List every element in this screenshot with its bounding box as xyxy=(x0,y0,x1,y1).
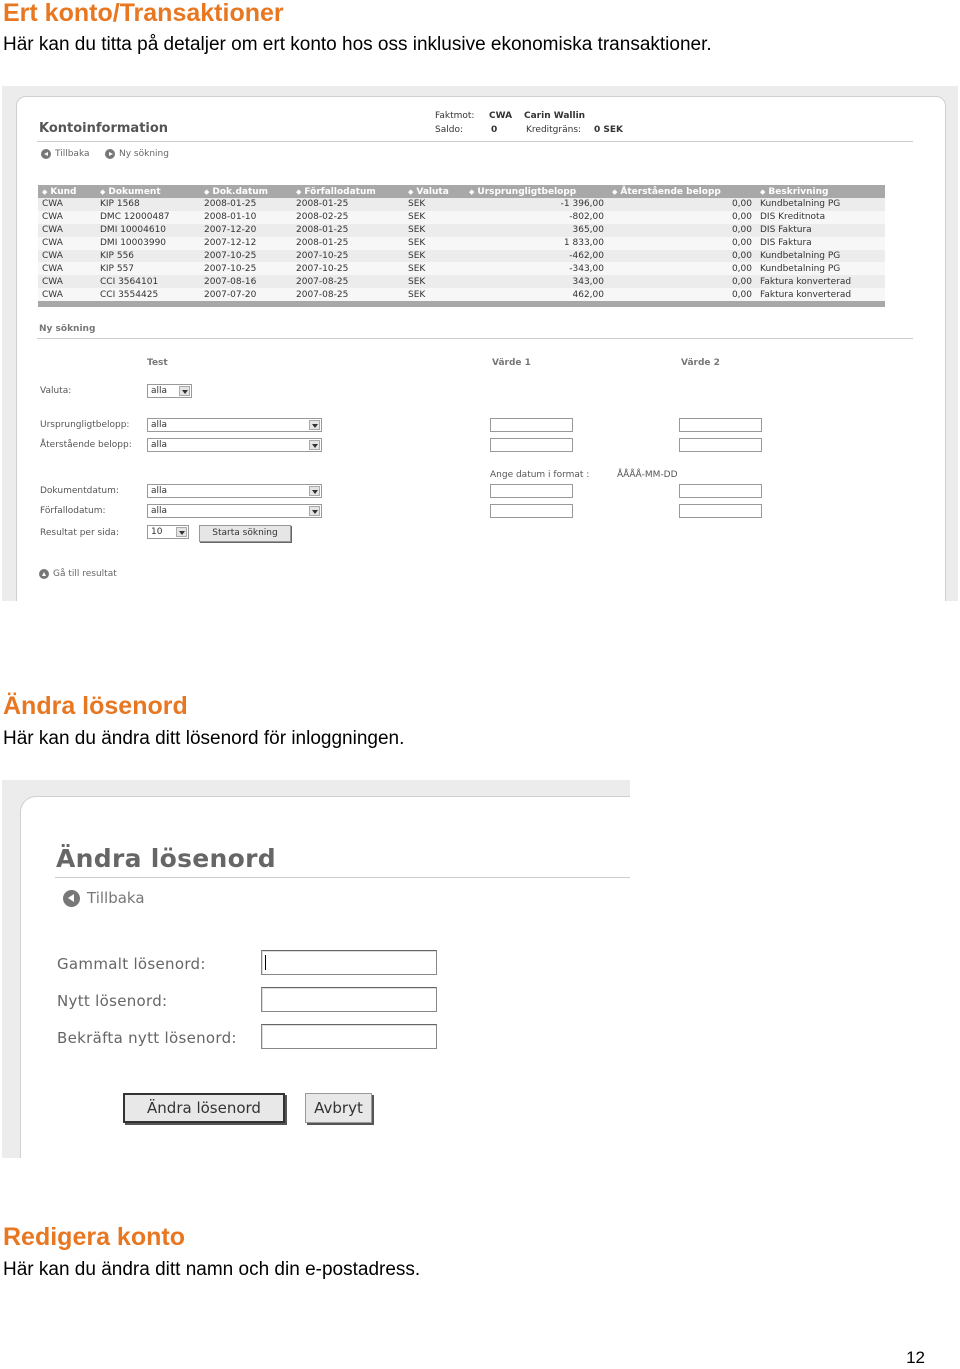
forfallodatum-value1-input[interactable] xyxy=(490,504,573,518)
table-cell: -1 396,00 xyxy=(465,198,608,211)
change-password-button[interactable]: Ändra lösenord xyxy=(123,1093,285,1123)
table-cell: 462,00 xyxy=(465,288,608,301)
table-row xyxy=(38,224,885,237)
password-title: Ändra lösenord xyxy=(56,844,276,873)
table-cell: 343,00 xyxy=(465,275,608,288)
ursprungligt-value2-input[interactable] xyxy=(679,418,762,432)
kreditgrans-value: 0 SEK xyxy=(594,125,623,135)
table-cell: 1 833,00 xyxy=(465,237,608,250)
faktmot-code: CWA xyxy=(489,111,513,121)
table-cell: DIS Kreditnota xyxy=(756,211,885,224)
dokumentdatum-value1-input[interactable] xyxy=(490,484,573,498)
divider xyxy=(55,877,630,878)
table-cell: CWA xyxy=(38,262,96,275)
forward-arrow-icon xyxy=(105,149,115,159)
table-row xyxy=(38,275,885,288)
table-cell: SEK xyxy=(404,237,465,250)
table-cell: 2007-08-25 xyxy=(292,275,404,288)
aterstaende-value2-input[interactable] xyxy=(679,438,762,452)
table-cell: -802,00 xyxy=(465,211,608,224)
table-row xyxy=(38,198,885,211)
kreditgrans-label: Kreditgräns: xyxy=(526,125,582,135)
forfallodatum-select[interactable]: alla xyxy=(147,504,322,518)
table-cell: SEK xyxy=(404,198,465,211)
section-title-edit-account: Redigera konto xyxy=(3,1223,185,1251)
table-cell: -343,00 xyxy=(465,262,608,275)
account-panel xyxy=(16,96,946,601)
table-cell: 2007-10-25 xyxy=(200,250,292,263)
table-cell: CWA xyxy=(38,198,96,211)
table-row xyxy=(38,237,885,250)
old-password-input[interactable] xyxy=(261,950,437,975)
column-header-dokument[interactable]: ◆ Dokument xyxy=(96,185,200,198)
table-cell: CWA xyxy=(38,211,96,224)
table-cell: 2008-01-25 xyxy=(292,224,404,237)
section-description-account: Här kan du titta på detaljer om ert konto hos oss inklusive ekonomiska transaktioner. xyxy=(3,34,712,55)
divider xyxy=(37,141,913,142)
table-cell: DIS Faktura xyxy=(756,237,885,250)
password-screenshot xyxy=(2,780,630,1158)
section-title-account: Ert konto/Transaktioner xyxy=(3,0,284,27)
table-cell: 2008-01-25 xyxy=(292,237,404,250)
back-arrow-icon xyxy=(63,890,80,907)
start-search-button[interactable]: Starta sökning xyxy=(199,525,291,542)
confirm-password-label: Bekräfta nytt lösenord: xyxy=(57,1029,237,1047)
account-title: Kontoinformation xyxy=(39,121,169,136)
sort-icon: ◆ xyxy=(612,187,618,196)
table-cell: CWA xyxy=(38,237,96,250)
table-body xyxy=(38,198,885,301)
saldo-label: Saldo: xyxy=(435,125,463,135)
table-cell: Kundbetalning PG xyxy=(756,262,885,275)
new-search-link[interactable] xyxy=(105,149,169,159)
table-cell: Kundbetalning PG xyxy=(756,250,885,263)
saldo-value: 0 xyxy=(491,125,498,135)
table-cell: 0,00 xyxy=(608,224,756,237)
back-link-label: Tillbaka xyxy=(55,149,90,159)
sort-icon: ◆ xyxy=(760,187,766,196)
section-title-password: Ändra lösenord xyxy=(3,692,188,720)
table-cell: 2007-10-25 xyxy=(200,262,292,275)
table-cell: 2008-02-25 xyxy=(292,211,404,224)
date-format-value: ÅÅÅÅ-MM-DD xyxy=(617,470,678,480)
valuta-select[interactable]: alla xyxy=(147,384,192,398)
column-header-kund[interactable]: ◆ Kund xyxy=(38,185,96,198)
resultat-label: Resultat per sida: xyxy=(40,528,119,538)
chevron-down-icon xyxy=(309,420,320,430)
sort-icon: ◆ xyxy=(408,187,414,196)
table-cell: Faktura konverterad xyxy=(756,275,885,288)
go-to-results-label: Gå till resultat xyxy=(53,569,117,579)
table-cell: SEK xyxy=(404,211,465,224)
new-search-heading: Ny sökning xyxy=(39,324,96,334)
table-cell: 0,00 xyxy=(608,237,756,250)
account-screenshot xyxy=(2,86,958,601)
chevron-down-icon xyxy=(309,486,320,496)
up-arrow-icon xyxy=(39,569,49,579)
table-row xyxy=(38,250,885,263)
table-row xyxy=(38,211,885,224)
chevron-down-icon xyxy=(309,506,320,516)
value1-column-heading: Värde 1 xyxy=(492,358,531,368)
test-column-heading: Test xyxy=(147,358,168,368)
password-back-link[interactable] xyxy=(63,889,145,907)
column-header-forfallodatum[interactable]: ◆ Förfallodatum xyxy=(292,185,404,198)
ursprungligt-select[interactable]: alla xyxy=(147,418,322,432)
column-header-ursprungligtbelopp[interactable]: ◆ Ursprungligtbelopp xyxy=(465,185,608,198)
sort-icon: ◆ xyxy=(100,187,106,196)
table-cell: KIP 556 xyxy=(96,250,200,263)
table-cell: CWA xyxy=(38,288,96,301)
date-format-label: Ange datum i format : xyxy=(490,470,590,480)
new-password-input[interactable] xyxy=(261,987,437,1012)
column-header-beskrivning[interactable]: ◆ Beskrivning xyxy=(756,185,885,198)
table-cell: CWA xyxy=(38,224,96,237)
old-password-label: Gammalt lösenord: xyxy=(57,955,206,973)
table-cell: DMI 10004610 xyxy=(96,224,200,237)
divider xyxy=(37,338,913,339)
cancel-button[interactable]: Avbryt xyxy=(305,1093,372,1123)
dokumentdatum-label: Dokumentdatum: xyxy=(40,486,119,496)
ursprungligt-label: Ursprungligtbelopp: xyxy=(40,420,130,430)
faktmot-label: Faktmot: xyxy=(435,111,475,121)
column-header-aterstaende[interactable]: ◆ Återstående belopp xyxy=(608,185,756,198)
confirm-password-input[interactable] xyxy=(261,1024,437,1049)
table-cell: 2007-07-20 xyxy=(200,288,292,301)
table-cell: 0,00 xyxy=(608,262,756,275)
table-cell: 2008-01-10 xyxy=(200,211,292,224)
table-header-row xyxy=(38,185,885,198)
table-cell: Kundbetalning PG xyxy=(756,198,885,211)
table-cell: DMI 10003990 xyxy=(96,237,200,250)
table-cell: SEK xyxy=(404,288,465,301)
forfallodatum-label: Förfallodatum: xyxy=(40,506,106,516)
table-cell: SEK xyxy=(404,250,465,263)
table-cell: CCI 3564101 xyxy=(96,275,200,288)
go-to-results-link[interactable] xyxy=(39,569,117,579)
dokumentdatum-value2-input[interactable] xyxy=(679,484,762,498)
new-search-link-label: Ny sökning xyxy=(119,149,169,159)
table-cell: 365,00 xyxy=(465,224,608,237)
table-cell: SEK xyxy=(404,224,465,237)
table-cell: CWA xyxy=(38,275,96,288)
section-description-password: Här kan du ändra ditt lösenord för inloggningen. xyxy=(3,728,405,749)
table-row xyxy=(38,288,885,301)
table-cell: -462,00 xyxy=(465,250,608,263)
table-cell: SEK xyxy=(404,262,465,275)
forfallodatum-value2-input[interactable] xyxy=(679,504,762,518)
column-header-dokdatum[interactable]: ◆ Dok.datum xyxy=(200,185,292,198)
table-cell: 2007-08-25 xyxy=(292,288,404,301)
table-cell: 0,00 xyxy=(608,198,756,211)
transactions-table xyxy=(38,185,885,307)
back-link[interactable] xyxy=(41,149,90,159)
table-cell: KIP 1568 xyxy=(96,198,200,211)
aterstaende-label: Återstående belopp: xyxy=(40,440,132,450)
table-cell: 0,00 xyxy=(608,250,756,263)
table-row xyxy=(38,262,885,275)
sort-icon: ◆ xyxy=(42,187,48,196)
table-cell: 2008-01-25 xyxy=(200,198,292,211)
page-number: 12 xyxy=(906,1348,925,1367)
sort-icon: ◆ xyxy=(469,187,475,196)
table-cell: DIS Faktura xyxy=(756,224,885,237)
table-cell: Faktura konverterad xyxy=(756,288,885,301)
resultat-select[interactable]: 10 xyxy=(147,525,189,539)
table-cell: 2007-12-20 xyxy=(200,224,292,237)
table-cell: SEK xyxy=(404,275,465,288)
password-back-label: Tillbaka xyxy=(87,889,145,907)
new-password-label: Nytt lösenord: xyxy=(57,992,168,1010)
column-header-valuta[interactable]: ◆ Valuta xyxy=(404,185,465,198)
table-cell: KIP 557 xyxy=(96,262,200,275)
table-cell: 2007-08-16 xyxy=(200,275,292,288)
table-cell: 0,00 xyxy=(608,211,756,224)
table-cell: 2007-12-12 xyxy=(200,237,292,250)
table-cell: 2007-10-25 xyxy=(292,262,404,275)
valuta-label: Valuta: xyxy=(40,386,72,396)
password-panel xyxy=(20,796,630,1158)
aterstaende-value1-input[interactable] xyxy=(490,438,573,452)
sort-icon: ◆ xyxy=(296,187,302,196)
table-cell: CWA xyxy=(38,250,96,263)
section-description-edit-account: Här kan du ändra ditt namn och din e-postadress. xyxy=(3,1259,421,1280)
table-footer-bar xyxy=(38,301,885,307)
chevron-down-icon xyxy=(309,440,320,450)
faktmot-name: Carin Wallin xyxy=(524,111,586,121)
dokumentdatum-select[interactable]: alla xyxy=(147,484,322,498)
sort-icon: ◆ xyxy=(204,187,210,196)
table-cell: 0,00 xyxy=(608,275,756,288)
value2-column-heading: Värde 2 xyxy=(681,358,720,368)
table-cell: DMC 12000487 xyxy=(96,211,200,224)
chevron-down-icon xyxy=(176,527,187,537)
table-cell: 2007-10-25 xyxy=(292,250,404,263)
chevron-down-icon xyxy=(179,386,190,396)
table-cell: 0,00 xyxy=(608,288,756,301)
aterstaende-select[interactable]: alla xyxy=(147,438,322,452)
table-cell: 2008-01-25 xyxy=(292,198,404,211)
back-arrow-icon xyxy=(41,149,51,159)
ursprungligt-value1-input[interactable] xyxy=(490,418,573,432)
table-cell: CCI 3554425 xyxy=(96,288,200,301)
